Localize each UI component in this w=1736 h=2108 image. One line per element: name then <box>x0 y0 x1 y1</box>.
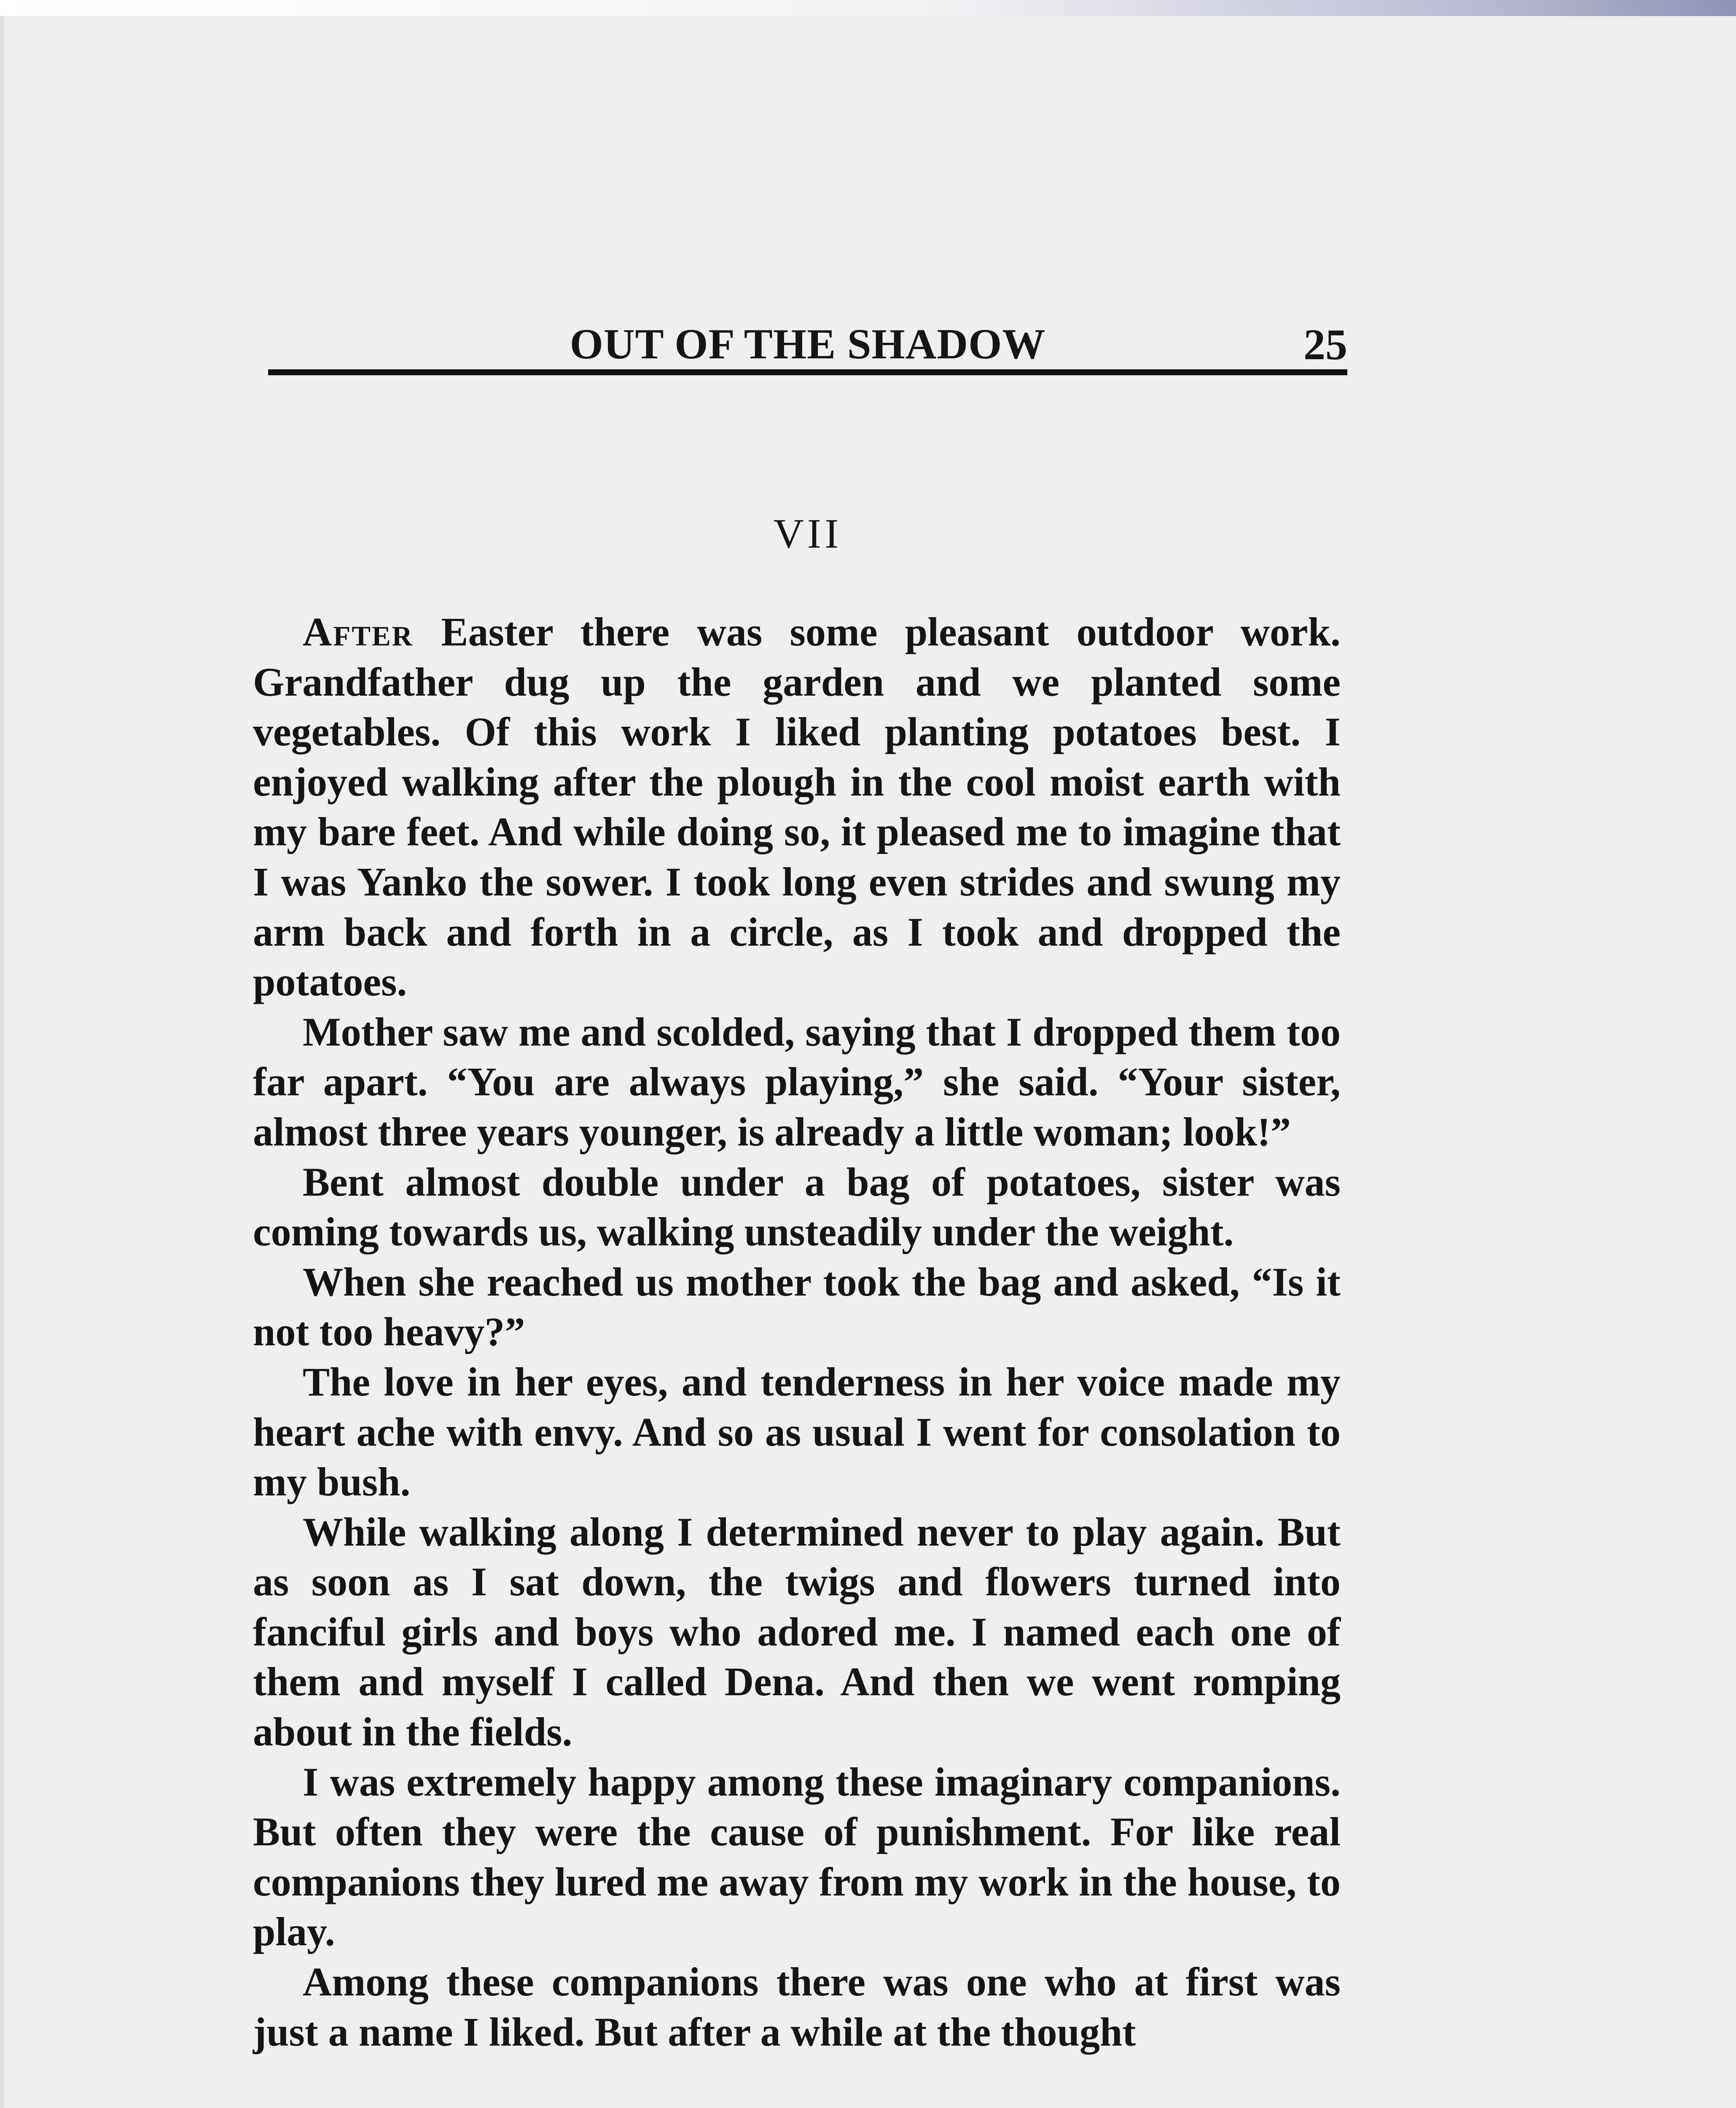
paragraph: While walking along I determined never to play again. But as soon as I sat down, the twigs and flowers turned into fanciful girls and boys who adored me. I named each one of them and myself I called Dena. And then we went romping about in the fields. <box>253 1509 1341 1755</box>
paragraph: The love in her eyes, and tenderness in her voice made my heart ache with envy. And so as usual I went for consolation to my bush. <box>253 1359 1341 1505</box>
body-text <box>253 607 1341 2057</box>
paragraph: Bent almost double under a bag of potatoes, sister was coming towards us, walking unsteadily under the weight. <box>253 1159 1341 1255</box>
paragraph <box>253 607 1341 1007</box>
page-edge <box>0 16 4 2108</box>
paragraph-text: Easter there was some pleasant outdoor work. Grandfather dug up the garden and we planted some vegetables. Of this work I liked planting potatoes best. I enjoyed walking after the plough in the cool moist earth with my bare feet. And while doing so, it pleased me to imagine that I was Yanko the sower. I took long even strides and swung my arm back and forth in a circle, as I took and dropped the potatoes. <box>253 609 1341 1005</box>
paragraph-lead-word: After <box>303 609 414 654</box>
chapter-heading: VII <box>773 510 842 557</box>
page-number: 25 <box>1303 320 1347 369</box>
scan-top-strip <box>0 0 1736 16</box>
header-rule <box>268 369 1347 375</box>
paragraph: I was extremely happy among these imaginary companions. But often they were the cause of punishment. For like real companions they lured me away from my work in the house, to play. <box>253 1759 1341 1955</box>
paragraph: When she reached us mother took the bag and asked, “Is it not too heavy?” <box>253 1259 1341 1355</box>
paragraph: Mother saw me and scolded, saying that I dropped them too far apart. “You are always playing,” she said. “Your sister, almost three years younger, is already a little woman; look!” <box>253 1009 1341 1154</box>
page-header <box>268 320 1347 370</box>
paragraph: Among these companions there was one who at first was just a name I liked. But after a while at the thought <box>253 1959 1341 2054</box>
running-head: OUT OF THE SHADOW <box>570 320 1046 368</box>
